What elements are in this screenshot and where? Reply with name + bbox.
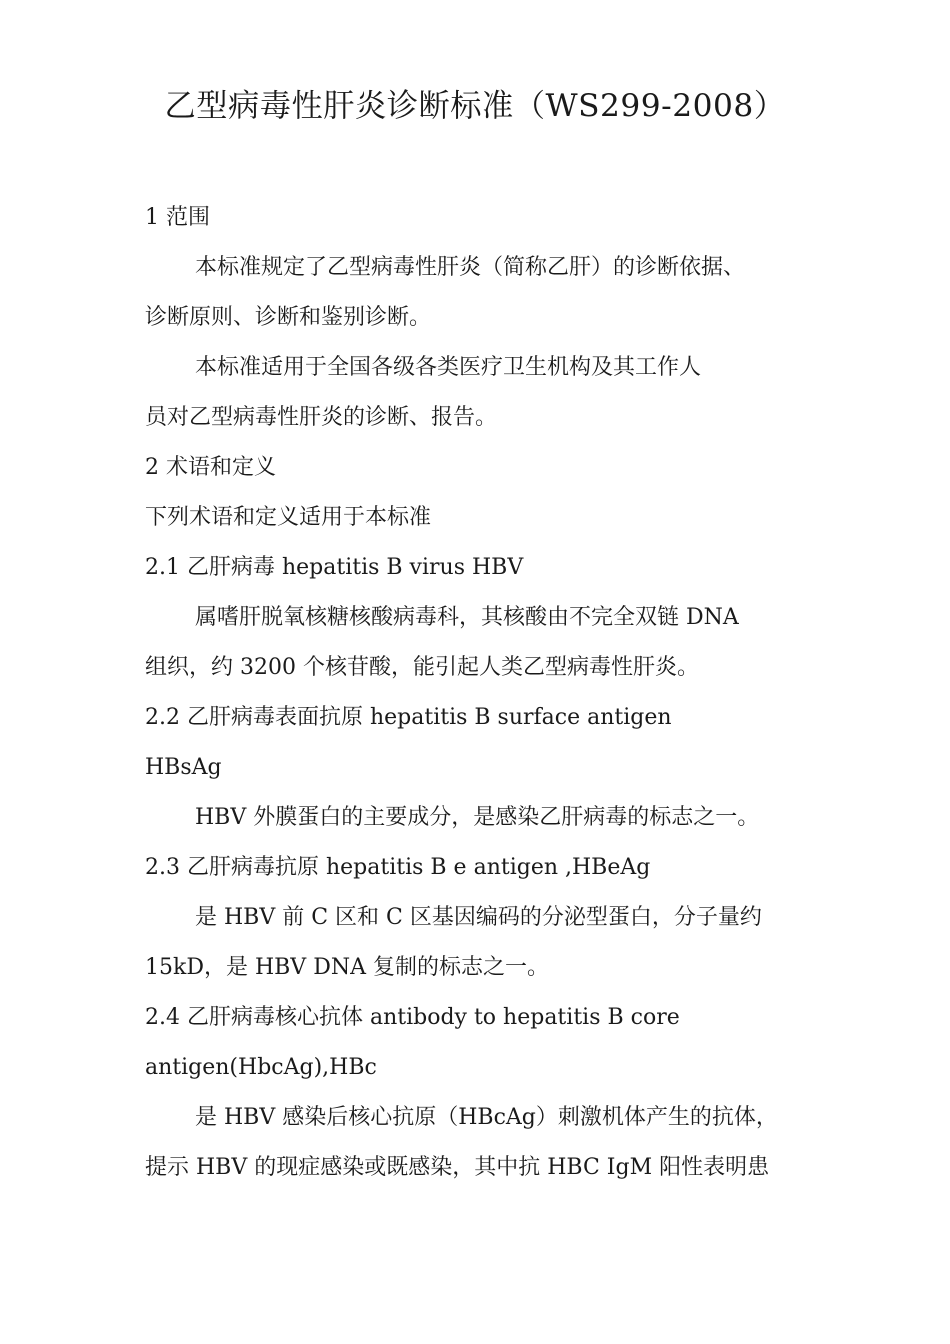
subsection-heading: 2.4 乙肝病毒核心抗体 antibody to hepatitis B core: [145, 1005, 680, 1030]
paragraph-line: 15kD，是 HBV DNA 复制的标志之一。: [145, 955, 549, 980]
subsection-heading-continued: antigen(HbcAg),HBc: [145, 1055, 377, 1080]
subsection-heading: 2.1 乙肝病毒 hepatitis B virus HBV: [145, 555, 524, 580]
paragraph-line: 下列术语和定义适用于本标准: [145, 505, 432, 530]
paragraph-line: 组织，约 3200 个核苷酸，能引起人类乙型病毒性肝炎。: [145, 655, 699, 680]
paragraph-line: 是 HBV 感染后核心抗原（HBcAg）刺激机体产生的抗体，: [195, 1105, 778, 1130]
subsection-heading: 2.3 乙肝病毒抗原 hepatitis B e antigen ,HBeAg: [145, 855, 651, 880]
section-heading-terms: 2 术语和定义: [145, 455, 276, 480]
paragraph-line: HBV 外膜蛋白的主要成分，是感染乙肝病毒的标志之一。: [195, 805, 760, 830]
paragraph-line: 本标准规定了乙型病毒性肝炎（简称乙肝）的诊断依据、: [195, 255, 746, 280]
section-heading-scope: 1 范围: [145, 205, 210, 230]
paragraph-line: 提示 HBV 的现症感染或既感染，其中抗 HBC IgM 阳性表明患: [145, 1155, 770, 1180]
paragraph-line: 员对乙型病毒性肝炎的诊断、报告。: [145, 405, 498, 430]
document-title: 乙型病毒性肝炎诊断标准（WS299-2008）: [164, 88, 786, 124]
paragraph-line: 是 HBV 前 C 区和 C 区基因编码的分泌型蛋白，分子量约: [195, 905, 762, 930]
subsection-heading-continued: HBsAg: [145, 755, 222, 780]
paragraph-line: 本标准适用于全国各级各类医疗卫生机构及其工作人: [195, 355, 702, 380]
paragraph-line: 属嗜肝脱氧核糖核酸病毒科，其核酸由不完全双链 DNA: [195, 605, 739, 630]
paragraph-line: 诊断原则、诊断和鉴别诊断。: [145, 305, 432, 330]
subsection-heading: 2.2 乙肝病毒表面抗原 hepatitis B surface antigen: [145, 705, 672, 730]
